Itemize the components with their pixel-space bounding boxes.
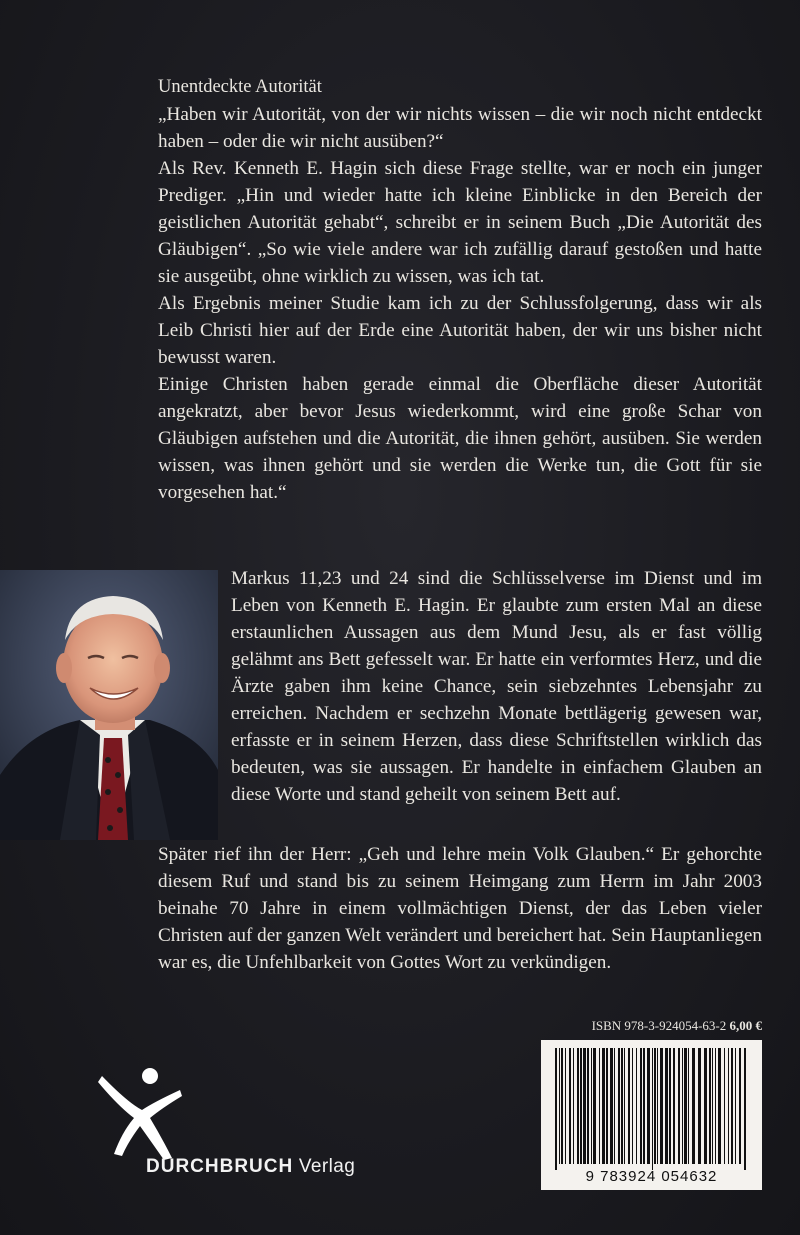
barcode-bar: [559, 1048, 560, 1164]
barcode-bar: [614, 1048, 615, 1164]
barcode-bar: [573, 1048, 574, 1164]
paragraph-question: „Haben wir Autorität, von der wir nichts wissen – die wir noch nicht entdeckt haben – oder die wir nicht ausüben?“: [158, 104, 762, 152]
barcode-digits: 9 783924 054632: [585, 1168, 718, 1185]
paragraph-ministry: Später rief ihn der Herr: „Geh und lehre mein Volk Glauben.“ Er gehorchte diesem Ruf und stand bis zu seinem Heimgang zum Herrn im Jahr 2003 beinahe 70 Jahre in einem vollmächtigen Dienst, der das Leben vieler Christen auf der ganzen Welt verändert und bereichert hat. Sein Hauptanliegen war es, die Unfehlbarkeit von Gottes Wort zu verkündigen.: [158, 844, 762, 973]
barcode-bar: [744, 1048, 746, 1170]
barcode-bar: [678, 1048, 680, 1164]
section-heading: Unentdeckte Autorität: [158, 77, 322, 97]
person-cross-logo-icon: [92, 1062, 192, 1162]
barcode-bar: [561, 1048, 563, 1164]
barcode-bar: [647, 1048, 650, 1164]
barcode-bar: [652, 1048, 653, 1170]
barcode-bar: [624, 1048, 625, 1164]
barcode-bar: [715, 1048, 716, 1164]
paragraph-biography: Markus 11,23 und 24 sind die Schlüsselverse im Dienst und im Leben von Kenneth E. Hagin. Er glaubte zum ersten Mal an diese erstaunlichen Aussagen aus dem Mund Jesu, als er fast völlig gelähmt ans Bett gefesselt war. Er hatte ein verformtes Herz, und die Ärzte gaben ihm keine Chance, sein siebzehntes Lebensjahr zu erreichen. Nachdem er sechzehn Monate bettlägerig gewesen war, erfasste er in seinem Herzen, dass diese Schriftstellen wirklich das bedeuten, was sie aussagen. Er handelte in einfachem Glauben an diese Worte und stand geheilt von seinem Bett auf.: [231, 568, 762, 805]
barcode-bar: [665, 1048, 668, 1164]
barcode-bar: [580, 1048, 582, 1164]
paragraph-conclusion: Als Ergebnis meiner Studie kam ich zu der Schlussfolgerung, dass wir als Leib Christi hier auf der Erde eine Autorität haben, der wir uns bisher nicht bewusst waren.: [158, 293, 762, 368]
barcode-bar: [673, 1048, 675, 1164]
barcode-bar: [728, 1048, 729, 1164]
ministry-block: [158, 841, 762, 976]
barcode-bar: [692, 1048, 695, 1164]
publisher-name-bold: DURCHBRUCH: [146, 1156, 294, 1177]
barcode-bar: [704, 1048, 707, 1164]
barcode-bar: [593, 1048, 596, 1164]
barcode-bar: [569, 1048, 571, 1164]
barcode-bar: [591, 1048, 592, 1164]
barcode-bar: [599, 1048, 600, 1164]
barcode-bar: [735, 1048, 736, 1164]
barcode-bar: [587, 1048, 589, 1164]
barcode-bar: [684, 1048, 687, 1164]
barcode-bar: [640, 1048, 642, 1164]
barcode-bar: [577, 1048, 579, 1164]
barcode-bar: [628, 1048, 630, 1164]
publisher-name: [146, 1156, 355, 1178]
barcode-bar: [565, 1048, 566, 1164]
description-block: [158, 74, 762, 506]
publisher-name-regular: Verlag: [298, 1156, 356, 1177]
barcode-bar: [643, 1048, 645, 1164]
barcode-bar: [724, 1048, 725, 1164]
barcode-bar: [602, 1048, 605, 1164]
barcode-bar: [709, 1048, 711, 1164]
biography-block: [231, 565, 762, 808]
barcode-bar: [583, 1048, 586, 1164]
barcode-bar: [688, 1048, 689, 1164]
barcode: [541, 1040, 762, 1190]
barcode-bar: [618, 1048, 620, 1164]
barcode-bar: [610, 1048, 613, 1164]
barcode-bar: [654, 1048, 656, 1164]
barcode-bar: [669, 1048, 671, 1164]
isbn-line: [540, 1018, 762, 1034]
barcode-bar: [739, 1048, 741, 1164]
barcode-bar: [636, 1048, 637, 1164]
barcode-bar: [682, 1048, 683, 1164]
author-photo: [0, 570, 218, 840]
isbn-number: ISBN 978-3-924054-63-2: [591, 1018, 727, 1033]
barcode-bar: [632, 1048, 633, 1164]
barcode-bar: [698, 1048, 701, 1164]
price: 6,00 €: [729, 1018, 762, 1033]
barcode-bar: [606, 1048, 608, 1164]
barcode-bar: [718, 1048, 721, 1164]
barcode-bar: [712, 1048, 713, 1164]
barcode-bar: [555, 1048, 557, 1170]
paragraph-intro: Als Rev. Kenneth E. Hagin sich diese Frage stellte, war er noch ein junger Prediger. „Hin und wieder hatte ich kleine Einblicke in den Bereich der geistlichen Autorität gehabt“, schreibt er in seinem Buch „Die Autorität des Gläubigen“. „So wie viele andere war ich zufällig darauf gestoßen und hatte sie ausgeübt, ohne wirklich zu wissen, was ich tat.: [158, 158, 762, 287]
barcode-bar: [621, 1048, 623, 1164]
barcode-bar: [660, 1048, 663, 1164]
paragraph-christians: Einige Christen haben gerade einmal die Oberfläche dieser Autorität angekratzt, aber bevor Jesus wiederkommt, wird eine große Schar von Gläubigen aufstehen und die Autorität, die ihnen gehört, ausüben. Sie werden wissen, was ihnen gehört und sie werden die Werke tun, die Gott für sie vorgesehen hat.“: [158, 374, 762, 503]
barcode-bar: [657, 1048, 658, 1164]
barcode-bar: [731, 1048, 733, 1164]
